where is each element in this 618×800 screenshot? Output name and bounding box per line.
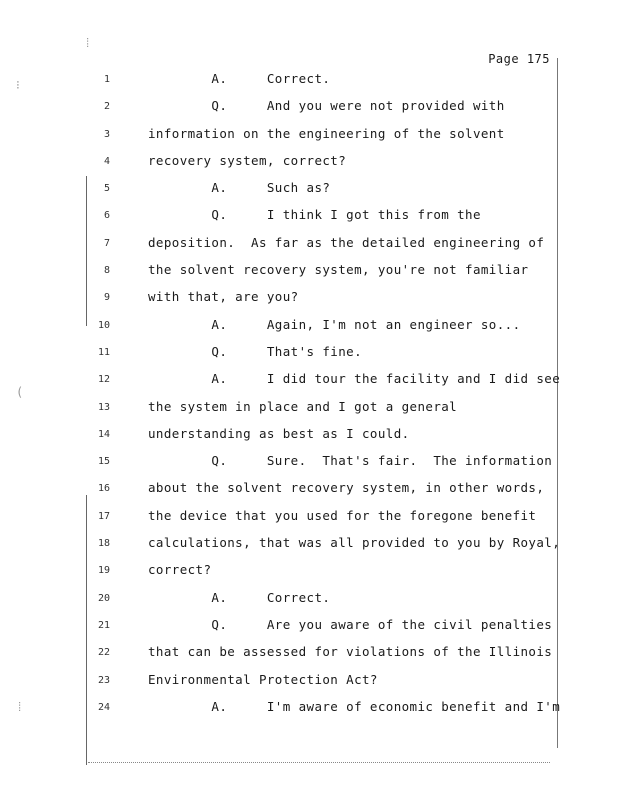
scan-speck: ( [16, 385, 24, 399]
line-text: understanding as best as I could. [148, 425, 410, 441]
line-number: 4 [103, 155, 110, 167]
transcript-line [0, 561, 560, 588]
line-number: 11 [97, 346, 110, 358]
line-number: 9 [103, 292, 110, 304]
line-number: 5 [103, 183, 110, 195]
line-number: 16 [97, 483, 110, 495]
transcript-lines [0, 70, 560, 725]
transcript-line [0, 534, 560, 561]
line-number: 8 [103, 265, 110, 277]
line-number: 12 [97, 374, 110, 386]
transcript-line [0, 398, 560, 425]
line-text: with that, are you? [148, 289, 299, 305]
transcript-line [0, 288, 560, 315]
line-text: Q. Sure. That's fair. The information [148, 453, 553, 469]
line-text: information on the engineering of the solvent [148, 125, 505, 141]
transcript-line [0, 343, 560, 370]
line-number: 7 [103, 237, 110, 249]
line-text: A. Correct. [148, 589, 331, 605]
line-text: deposition. As far as the detailed engineering of [148, 234, 545, 250]
transcript-line [0, 589, 560, 616]
line-number: 17 [97, 510, 110, 522]
transcript-line [0, 125, 560, 152]
line-text: A. Again, I'm not an engineer so... [148, 316, 521, 332]
line-text: Environmental Protection Act? [148, 671, 378, 687]
transcript-line [0, 507, 560, 534]
transcript-line [0, 261, 560, 288]
transcript-line [0, 425, 560, 452]
bottom-rule [88, 762, 550, 763]
line-number: 15 [97, 456, 110, 468]
transcript-line [0, 452, 560, 479]
line-number: 24 [97, 701, 110, 713]
line-text: Q. That's fine. [148, 343, 362, 359]
line-text: Q. And you were not provided with [148, 98, 505, 114]
line-number: 21 [97, 619, 110, 631]
line-text: calculations, that was all provided to you by Royal, [148, 535, 561, 551]
scan-speck: ⁞ [84, 36, 92, 50]
line-number: 20 [97, 592, 110, 604]
transcript-line [0, 316, 560, 343]
transcript-line [0, 616, 560, 643]
line-text: the solvent recovery system, you're not familiar [148, 262, 529, 278]
line-text: A. I'm aware of economic benefit and I'm [148, 698, 561, 714]
line-text: recovery system, correct? [148, 152, 347, 168]
transcript-line [0, 152, 560, 179]
line-text: correct? [148, 562, 212, 578]
page-number: Page 175 [488, 52, 550, 66]
scan-speck: ⁞ [16, 700, 24, 714]
line-number: 13 [97, 401, 110, 413]
line-number: 6 [103, 210, 110, 222]
transcript-line [0, 370, 560, 397]
line-number: 2 [103, 101, 110, 113]
transcript-line [0, 643, 560, 670]
line-text: A. Such as? [148, 180, 331, 196]
line-text: A. Correct. [148, 71, 331, 86]
line-number: 3 [103, 128, 110, 140]
line-text: Q. Are you aware of the civil penalties [148, 616, 553, 632]
transcript-line [0, 671, 560, 698]
scan-speck: ⁝ [16, 78, 20, 92]
line-number: 18 [97, 538, 110, 550]
line-number: 14 [97, 428, 110, 440]
transcript-line [0, 698, 560, 725]
line-number: 1 [103, 74, 110, 85]
line-text: the system in place and I got a general [148, 398, 458, 414]
line-text: that can be assessed for violations of the Illinois [148, 644, 553, 660]
line-text: Q. I think I got this from the [148, 207, 481, 223]
line-text: A. I did tour the facility and I did see [148, 371, 561, 387]
transcript-line [0, 97, 560, 124]
line-number: 10 [97, 319, 110, 331]
line-number: 19 [97, 565, 110, 577]
transcript-line [0, 206, 560, 233]
line-number: 23 [97, 674, 110, 686]
line-text: the device that you used for the foregone benefit [148, 507, 537, 523]
line-number: 22 [97, 647, 110, 659]
transcript-line [0, 479, 560, 506]
transcript-line [0, 234, 560, 261]
transcript-line [0, 179, 560, 206]
transcript-line [0, 70, 560, 97]
line-text: about the solvent recovery system, in other words, [148, 480, 545, 496]
